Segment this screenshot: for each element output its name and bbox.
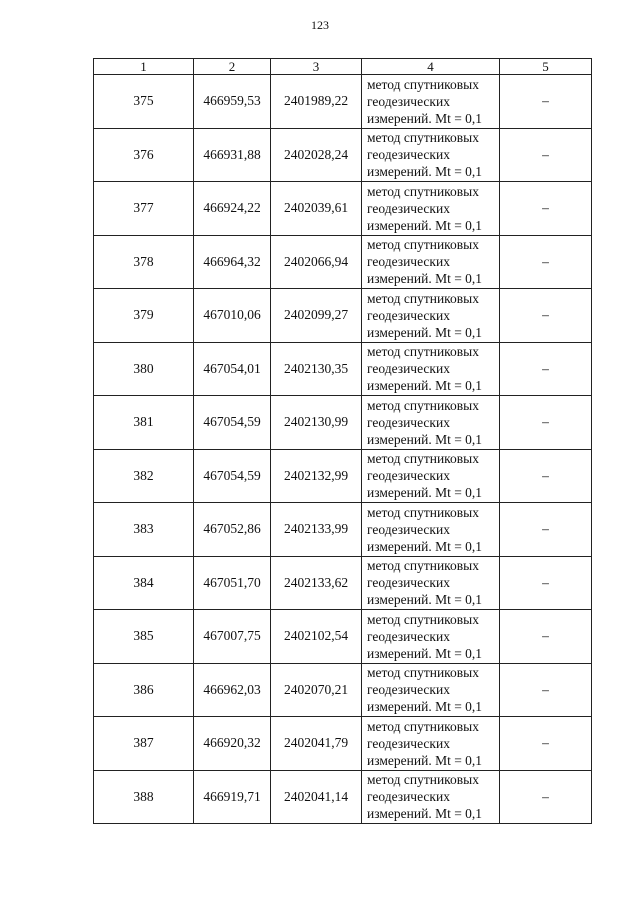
method-line-2: геодезических — [367, 735, 450, 751]
table-row — [94, 182, 592, 236]
method-line-2: геодезических — [367, 254, 450, 270]
method-line-1: метод спутниковых — [367, 665, 479, 681]
method-line-2: геодезических — [367, 200, 450, 216]
header-col-2: 2 — [194, 59, 271, 75]
method-cell — [362, 449, 500, 503]
coord-x: 466920,32 — [194, 717, 271, 771]
method-cell — [362, 128, 500, 182]
coord-y: 2402099,27 — [271, 289, 362, 343]
table-row — [94, 503, 592, 557]
method-line-2: геодезических — [367, 361, 450, 377]
coord-x: 466964,32 — [194, 235, 271, 289]
header-col-4: 4 — [362, 59, 500, 75]
method-cell — [362, 770, 500, 824]
point-number: 376 — [94, 128, 194, 182]
point-number: 375 — [94, 75, 194, 129]
method-line-1: метод спутниковых — [367, 451, 479, 467]
header-col-5: 5 — [500, 59, 592, 75]
page-number: 123 — [311, 18, 329, 32]
table-row — [94, 342, 592, 396]
coord-x: 467054,01 — [194, 342, 271, 396]
method-cell — [362, 182, 500, 236]
point-number: 382 — [94, 449, 194, 503]
method-cell — [362, 289, 500, 343]
coord-x: 467054,59 — [194, 396, 271, 450]
method-line-1: метод спутниковых — [367, 183, 479, 199]
method-cell — [362, 610, 500, 664]
method-line-3: измерений. Mt = 0,1 — [367, 217, 483, 233]
method-line-2: геодезических — [367, 414, 450, 430]
header-row — [94, 59, 592, 75]
table-row — [94, 717, 592, 771]
coord-y: 2402102,54 — [271, 610, 362, 664]
method-line-3: измерений. Mt = 0,1 — [367, 699, 483, 715]
point-number: 378 — [94, 235, 194, 289]
method-line-3: измерений. Mt = 0,1 — [367, 431, 483, 447]
method-line-3: измерений. Mt = 0,1 — [367, 806, 483, 822]
header-col-1: 1 — [94, 59, 194, 75]
method-cell — [362, 503, 500, 557]
method-line-3: измерений. Mt = 0,1 — [367, 538, 483, 554]
coord-x: 466959,53 — [194, 75, 271, 129]
method-line-1: метод спутниковых — [367, 397, 479, 413]
method-cell — [362, 75, 500, 129]
method-line-3: измерений. Mt = 0,1 — [367, 752, 483, 768]
coord-y: 2402070,21 — [271, 663, 362, 717]
coord-y: 2401989,22 — [271, 75, 362, 129]
note-cell: – — [500, 449, 592, 503]
coord-x: 466924,22 — [194, 182, 271, 236]
method-line-1: метод спутниковых — [367, 76, 479, 92]
point-number: 381 — [94, 396, 194, 450]
table-row — [94, 235, 592, 289]
coord-y: 2402041,14 — [271, 770, 362, 824]
method-line-1: метод спутниковых — [367, 772, 479, 788]
coord-x: 467010,06 — [194, 289, 271, 343]
note-cell: – — [500, 75, 592, 129]
method-line-1: метод спутниковых — [367, 611, 479, 627]
table-row — [94, 289, 592, 343]
coord-y: 2402041,79 — [271, 717, 362, 771]
method-line-2: геодезических — [367, 682, 450, 698]
method-line-1: метод спутниковых — [367, 344, 479, 360]
table-row — [94, 75, 592, 129]
method-line-2: геодезических — [367, 307, 450, 323]
point-number: 377 — [94, 182, 194, 236]
method-line-2: геодезических — [367, 521, 450, 537]
method-line-3: измерений. Mt = 0,1 — [367, 324, 483, 340]
coord-x: 466931,88 — [194, 128, 271, 182]
coord-y: 2402133,99 — [271, 503, 362, 557]
note-cell: – — [500, 770, 592, 824]
method-line-3: измерений. Mt = 0,1 — [367, 110, 483, 126]
method-cell — [362, 663, 500, 717]
coord-y: 2402132,99 — [271, 449, 362, 503]
table-row — [94, 128, 592, 182]
method-line-2: геодезических — [367, 575, 450, 591]
table-row — [94, 556, 592, 610]
table-header — [94, 59, 592, 75]
point-number: 379 — [94, 289, 194, 343]
table-row — [94, 610, 592, 664]
method-line-2: геодезических — [367, 468, 450, 484]
coord-y: 2402130,35 — [271, 342, 362, 396]
method-line-2: геодезических — [367, 628, 450, 644]
point-number: 385 — [94, 610, 194, 664]
coord-x: 466919,71 — [194, 770, 271, 824]
coord-y: 2402028,24 — [271, 128, 362, 182]
table-row — [94, 770, 592, 824]
coord-x: 467054,59 — [194, 449, 271, 503]
point-number: 380 — [94, 342, 194, 396]
coordinates-table — [93, 58, 592, 824]
note-cell: – — [500, 182, 592, 236]
note-cell: – — [500, 289, 592, 343]
coord-y: 2402133,62 — [271, 556, 362, 610]
table-row — [94, 396, 592, 450]
method-line-1: метод спутниковых — [367, 558, 479, 574]
method-line-1: метод спутниковых — [367, 237, 479, 253]
note-cell: – — [500, 396, 592, 450]
point-number: 388 — [94, 770, 194, 824]
method-cell — [362, 235, 500, 289]
note-cell: – — [500, 663, 592, 717]
method-line-2: геодезических — [367, 789, 450, 805]
note-cell: – — [500, 342, 592, 396]
point-number: 384 — [94, 556, 194, 610]
method-cell — [362, 396, 500, 450]
note-cell: – — [500, 610, 592, 664]
table-body — [94, 75, 592, 824]
point-number: 387 — [94, 717, 194, 771]
method-line-1: метод спутниковых — [367, 504, 479, 520]
point-number: 383 — [94, 503, 194, 557]
method-cell — [362, 717, 500, 771]
method-cell — [362, 556, 500, 610]
method-line-1: метод спутниковых — [367, 718, 479, 734]
table-row — [94, 663, 592, 717]
note-cell: – — [500, 503, 592, 557]
method-line-3: измерений. Mt = 0,1 — [367, 485, 483, 501]
header-col-3: 3 — [271, 59, 362, 75]
note-cell: – — [500, 128, 592, 182]
coord-y: 2402039,61 — [271, 182, 362, 236]
table-row — [94, 449, 592, 503]
method-line-3: измерений. Mt = 0,1 — [367, 592, 483, 608]
coord-y: 2402130,99 — [271, 396, 362, 450]
note-cell: – — [500, 556, 592, 610]
method-line-3: измерений. Mt = 0,1 — [367, 271, 483, 287]
method-line-2: геодезических — [367, 93, 450, 109]
note-cell: – — [500, 717, 592, 771]
method-line-2: геодезических — [367, 147, 450, 163]
coord-x: 467051,70 — [194, 556, 271, 610]
method-line-3: измерений. Mt = 0,1 — [367, 164, 483, 180]
method-line-1: метод спутниковых — [367, 130, 479, 146]
method-line-3: измерений. Mt = 0,1 — [367, 645, 483, 661]
method-cell — [362, 342, 500, 396]
coord-x: 467007,75 — [194, 610, 271, 664]
method-line-1: метод спутниковых — [367, 290, 479, 306]
coord-y: 2402066,94 — [271, 235, 362, 289]
method-line-3: измерений. Mt = 0,1 — [367, 378, 483, 394]
coord-x: 467052,86 — [194, 503, 271, 557]
note-cell: – — [500, 235, 592, 289]
coord-x: 466962,03 — [194, 663, 271, 717]
point-number: 386 — [94, 663, 194, 717]
